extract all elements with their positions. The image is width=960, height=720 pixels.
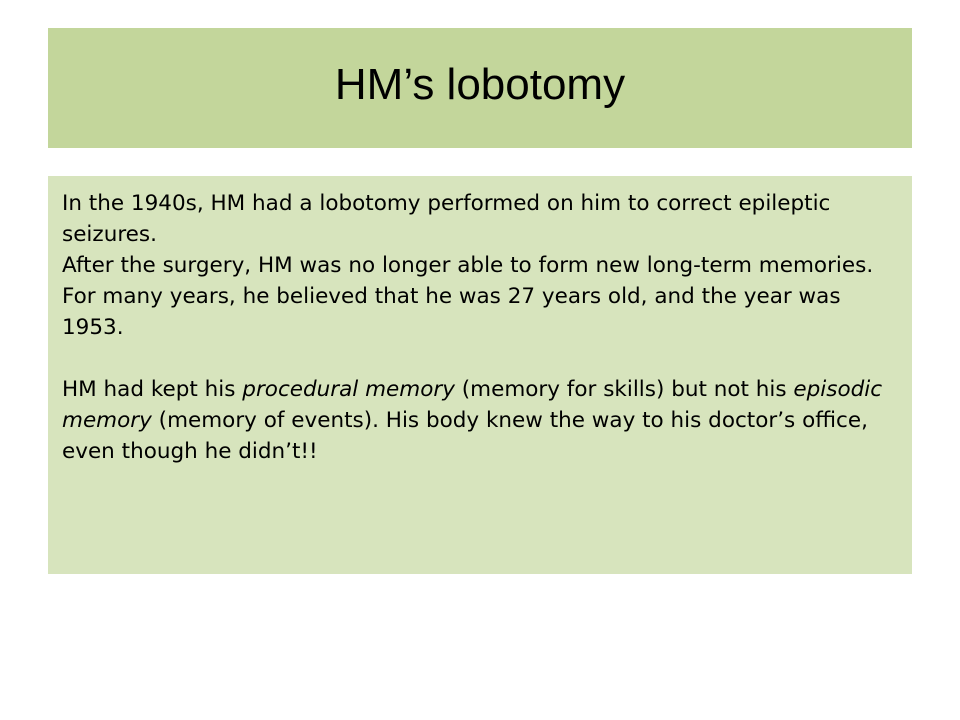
content-box — [48, 176, 912, 574]
paragraph-lobotomy: In the 1940s, HM had a lobotomy performed on him to correct epileptic seizures. — [62, 191, 831, 247]
episodic-memory-term: episodic memory — [62, 377, 883, 433]
memory-text-part-2: (memory for skills) but not his — [454, 377, 794, 402]
memory-text-part-3: (memory of events). His body knew the way to his doctor’s office, even though he didn’t!! — [62, 408, 868, 464]
title-banner — [48, 28, 912, 148]
procedural-memory-term: procedural memory — [242, 377, 455, 402]
paragraph-memory-types — [62, 374, 898, 467]
memory-text-part-1: HM had kept his — [62, 377, 243, 402]
paragraph-after-surgery: After the surgery, HM was no longer able to form new long-term memories. For many years, he believed that he was 27 years old, and the year was 1953. — [62, 253, 874, 340]
slide-title: HM’s lobotomy — [334, 60, 626, 109]
paragraph-spacer — [62, 343, 898, 374]
